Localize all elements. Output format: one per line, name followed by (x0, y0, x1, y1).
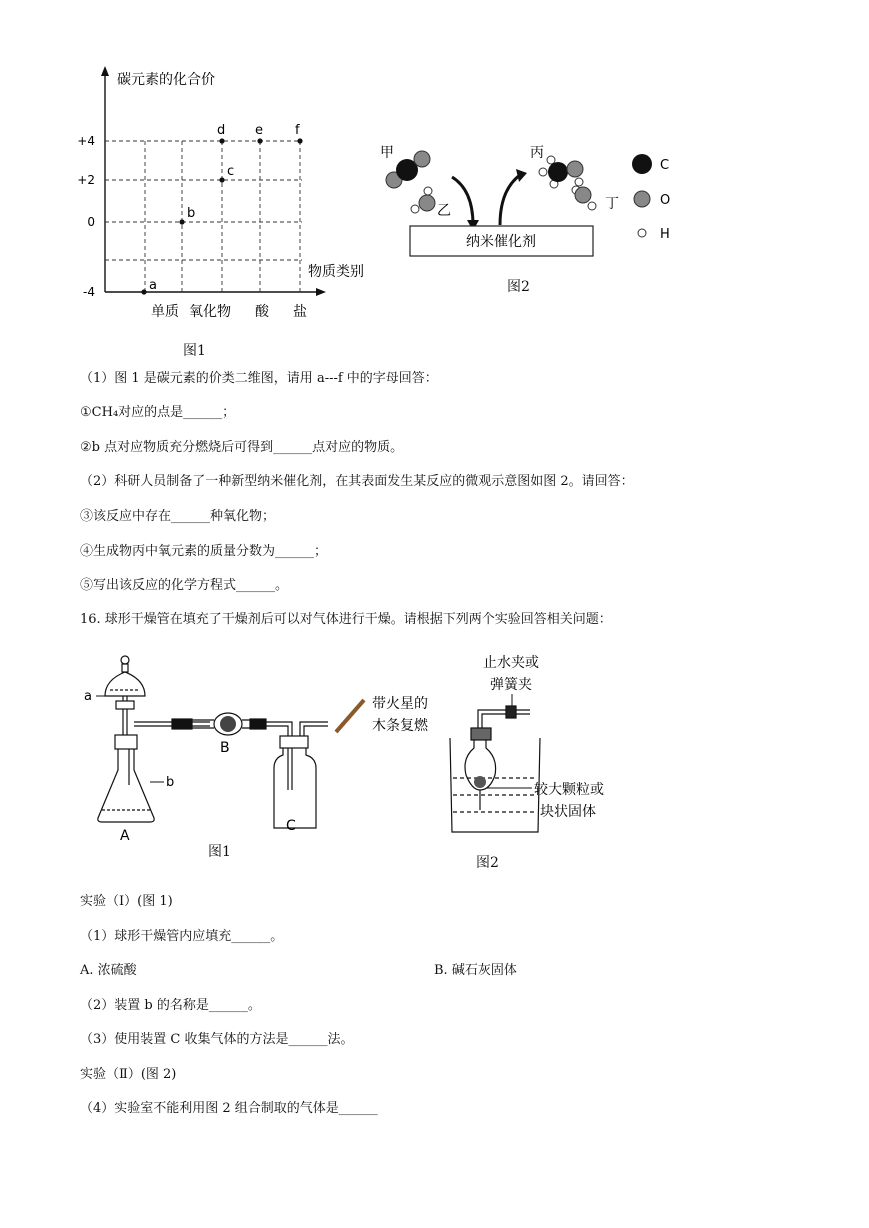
arrow-in (452, 177, 473, 225)
x-axis-arrow (316, 288, 326, 296)
flask-stopper (115, 735, 137, 749)
label-b: b (166, 775, 175, 790)
bottle-outlet (300, 722, 328, 736)
funnel-stopcock (116, 701, 134, 709)
ding-h-atom-2 (588, 202, 596, 210)
tube-stopper (471, 728, 491, 740)
apparatus-fig1-caption: 图1 (208, 844, 231, 860)
conical-flask (98, 749, 154, 822)
clamp-note-line2: 弹簧夹 (490, 677, 532, 693)
clamp-note-line1: 止水夹或 (483, 655, 539, 671)
jia-o-atom-2 (414, 151, 430, 167)
arrow-out-head (516, 169, 527, 182)
point-b (179, 219, 184, 224)
option-b: B. 碱石灰固体 (434, 963, 517, 978)
label-a: a (84, 689, 92, 704)
q15-part2-intro: （2）科研人员制备了一种新型纳米催化剂，在其表面发生某反应的微观示意图如图 2。请回答： (80, 474, 634, 489)
bing-h-atom-4 (575, 178, 583, 186)
q15-sub4: ④生成物丙中氧元素的质量分数为______； (80, 544, 328, 559)
yi-h-atom-1 (424, 187, 432, 195)
label-A: A (120, 828, 130, 844)
solid-note-line1: 较大颗粒或 (534, 782, 604, 798)
rubber-joint-1 (172, 719, 192, 729)
bottle-stopper (280, 736, 308, 748)
legend-hydrogen-label: H (660, 227, 670, 242)
exp1-heading: 实验（Ⅰ）(图 1) (80, 894, 173, 909)
q16-sub1: （1）球形干燥管内应填充______。 (80, 929, 284, 944)
legend-carbon-atom (632, 154, 652, 174)
q15-sub3: ③该反应中存在______种氧化物； (80, 509, 276, 524)
spring-clamp (506, 706, 516, 718)
label-C: C (286, 818, 296, 834)
solid-granules (474, 776, 486, 788)
funnel-stopper (121, 656, 129, 664)
point-label-b: b (187, 206, 196, 221)
drying-agent-dots (220, 716, 236, 732)
y-axis-arrow (101, 66, 109, 76)
yi-h-atom-2 (411, 205, 419, 213)
splint-note-line1: 带火星的 (372, 696, 428, 712)
q16-sub2: （2）装置 b 的名称是______。 (80, 998, 261, 1013)
splint-note-line2: 木条复燃 (372, 718, 428, 734)
x-tick-label-1: 氧化物 (189, 304, 231, 320)
legend-oxygen-label: O (660, 193, 671, 208)
arrow-out (500, 175, 520, 225)
legend-carbon-label: C (660, 158, 670, 173)
y-tick-label-2: 0 (87, 215, 95, 229)
fig2-caption: 图2 (507, 279, 530, 295)
apparatus-fig2-caption: 图2 (476, 855, 499, 871)
ding-o-atom (575, 187, 591, 203)
bing-o-atom (567, 161, 583, 177)
legend-hydrogen-atom (638, 229, 646, 237)
fig1-caption: 图1 (183, 343, 206, 359)
label-ding: 丁 (605, 196, 619, 212)
point-f (297, 138, 302, 143)
bing-h-atom-1 (547, 156, 555, 164)
q15-sub2: ②b 点对应物质充分燃烧后可得到______点对应的物质。 (80, 440, 404, 455)
option-a: A. 浓硫酸 (80, 963, 137, 978)
funnel-neck-top (122, 664, 128, 672)
rubber-joint-2 (250, 719, 266, 729)
point-d (219, 138, 224, 143)
valence-chart (70, 60, 390, 330)
reaction-micro-diagram (370, 135, 690, 300)
apparatus-figure-1 (80, 650, 450, 865)
x-tick-label-2: 酸 (255, 304, 269, 320)
beaker (450, 738, 540, 832)
point-label-a: a (149, 278, 157, 293)
point-e (257, 138, 262, 143)
bing-h-atom-2 (539, 168, 547, 176)
label-B: B (220, 740, 230, 756)
apparatus-figure-2 (440, 650, 660, 835)
q16-sub4: （4）实验室不能利用图 2 组合制取的气体是______ (80, 1101, 378, 1116)
q16-intro: 16. 球形干燥管在填充了干燥剂后可以对气体进行干燥。请根据下列两个实验回答相关问题： (80, 612, 612, 627)
separatory-funnel (105, 672, 145, 696)
glowing-splint (336, 700, 364, 732)
x-tick-label-3: 盐 (293, 304, 307, 320)
q15-sub1: ①CH₄对应的点是______； (80, 405, 236, 420)
gas-bottle (274, 748, 316, 828)
y-tick-label-0: +4 (77, 134, 95, 148)
q15-sub5: ⑤写出该反应的化学方程式______。 (80, 578, 289, 593)
label-yi: 乙 (437, 203, 451, 219)
point-label-e: e (255, 123, 263, 138)
x-axis-title: 物质类别 (308, 264, 364, 280)
y-tick-label-3: -4 (83, 285, 95, 299)
point-c (219, 177, 224, 182)
y-tick-label-1: +2 (77, 173, 95, 187)
point-label-f: f (295, 123, 300, 138)
x-tick-label-0: 单质 (151, 304, 179, 320)
legend-oxygen-atom (634, 191, 650, 207)
point-a (141, 289, 146, 294)
q16-sub3: （3）使用装置 C 收集气体的方法是______法。 (80, 1032, 354, 1047)
label-bing: 丙 (530, 145, 544, 161)
point-label-d: d (217, 123, 226, 138)
bing-c-atom (548, 162, 568, 182)
exp2-heading: 实验（Ⅱ）(图 2) (80, 1067, 177, 1082)
point-label-c: c (227, 164, 235, 179)
label-jia: 甲 (380, 145, 394, 161)
solid-note-line2: 块状固体 (540, 804, 596, 820)
yi-o-atom (419, 195, 435, 211)
y-axis-title: 碳元素的化合价 (117, 72, 215, 88)
catalyst-label: 纳米催化剂 (466, 234, 536, 250)
q15-part1-intro: （1）图 1 是碳元素的价类二维图，请用 a---f 中的字母回答： (80, 371, 438, 386)
